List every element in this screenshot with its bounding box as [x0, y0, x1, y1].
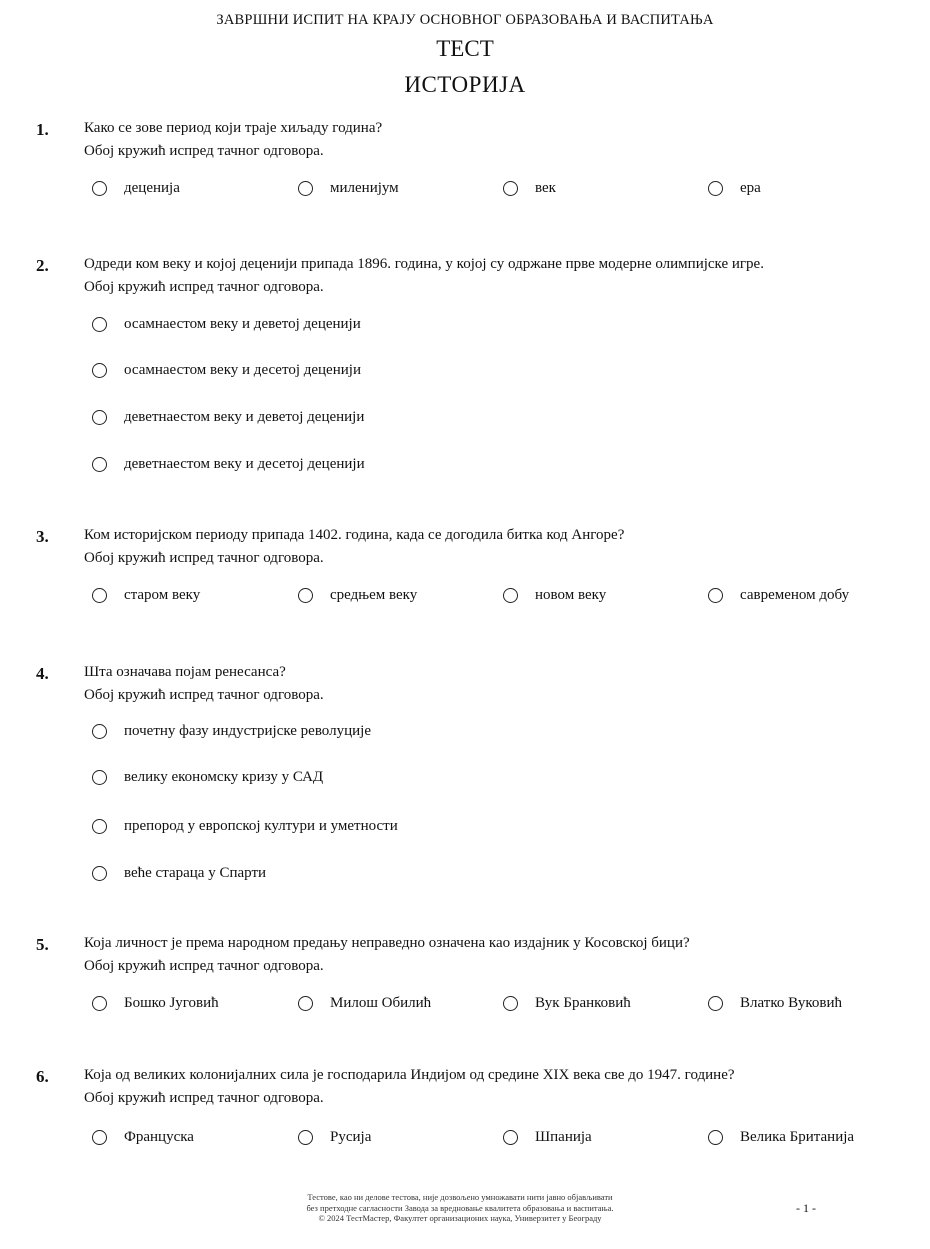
option-label: осамнаестом веку и деветој деценији	[124, 316, 361, 332]
radio-circle-icon[interactable]	[92, 770, 107, 785]
answer-option[interactable]	[503, 180, 556, 197]
option-label: веће стараца у Спарти	[124, 865, 267, 881]
copyright-line: без претходне сагласности Завода за вредновање квалитета образовања и васпитања.	[306, 1202, 614, 1213]
radio-circle-icon[interactable]	[708, 1130, 723, 1145]
question-text: Одреди ком веку и којој деценији припада 1896. година, у којој су одржане прве модерне олимпијске игре.	[84, 256, 764, 272]
answer-option[interactable]	[298, 180, 399, 197]
radio-circle-icon[interactable]	[92, 996, 107, 1011]
question-instruction: Обој кружић испред тачног одговора.	[84, 958, 324, 974]
question-number: 1.	[36, 120, 49, 139]
question-instruction: Обој кружић испред тачног одговора.	[84, 550, 324, 566]
option-label: деценија	[124, 180, 180, 196]
answer-option[interactable]	[503, 1129, 592, 1146]
option-label: Бошко Југовић	[124, 995, 219, 1011]
answer-option[interactable]	[92, 865, 266, 882]
copyright-line: Тестове, као ни делове тестова, није дозвољено умножавати нити јавно објављивати	[307, 1192, 613, 1202]
answer-option[interactable]	[92, 995, 219, 1012]
radio-circle-icon[interactable]	[92, 724, 107, 739]
option-label: деветнаестом веку и десетој деценији	[124, 456, 365, 472]
answer-option[interactable]	[298, 1129, 371, 1146]
question-text: Која од великих колонијалних сила је господарила Индијом од средине XIX века све до 1947. године?	[84, 1067, 735, 1083]
answer-option[interactable]	[92, 456, 365, 473]
question-text: Која личност је према народном предању неправедно означена као издајник у Косовској бици?	[84, 935, 690, 951]
option-label: Русија	[330, 1129, 372, 1145]
copyright-line: © 2024 ТестМастер, Факултет организационих наука, Универзитет у Београду	[318, 1213, 602, 1223]
answer-option[interactable]	[708, 1129, 854, 1146]
test-label: ТЕСТ	[436, 36, 494, 61]
radio-circle-icon[interactable]	[92, 363, 107, 378]
answer-option[interactable]	[298, 587, 417, 604]
option-label: Шпанија	[535, 1129, 592, 1145]
radio-circle-icon[interactable]	[92, 457, 107, 472]
radio-circle-icon[interactable]	[92, 1130, 107, 1145]
radio-circle-icon[interactable]	[92, 317, 107, 332]
option-label: Велика Британија	[740, 1129, 855, 1145]
radio-circle-icon[interactable]	[708, 996, 723, 1011]
answer-option[interactable]	[92, 769, 323, 786]
option-label: осамнаестом веку и десетој деценији	[124, 362, 361, 378]
radio-circle-icon[interactable]	[298, 181, 313, 196]
answer-option[interactable]	[92, 723, 371, 740]
option-label: деветнаестом веку и деветој деценији	[124, 409, 365, 425]
answer-option[interactable]	[503, 995, 631, 1012]
radio-circle-icon[interactable]	[92, 410, 107, 425]
option-label: ера	[740, 180, 761, 196]
question-number: 4.	[36, 664, 49, 683]
option-label: велику економску кризу у САД	[124, 769, 324, 785]
answer-option[interactable]	[298, 995, 431, 1012]
question-text: Шта означава појам ренесанса?	[84, 664, 286, 680]
option-label: век	[535, 180, 556, 196]
answer-option[interactable]	[92, 316, 361, 333]
option-label: миленијум	[330, 180, 399, 196]
radio-circle-icon[interactable]	[298, 996, 313, 1011]
radio-circle-icon[interactable]	[503, 1130, 518, 1145]
question-number: 2.	[36, 256, 49, 275]
answer-option[interactable]	[92, 409, 364, 426]
exam-title: ЗАВРШНИ ИСПИТ НА КРАЈУ ОСНОВНОГ ОБРАЗОВАЊА И ВАСПИТАЊА	[216, 12, 714, 28]
radio-circle-icon[interactable]	[92, 866, 107, 881]
radio-circle-icon[interactable]	[708, 181, 723, 196]
question-number: 6.	[36, 1067, 49, 1086]
radio-circle-icon[interactable]	[503, 588, 518, 603]
answer-option[interactable]	[92, 362, 361, 379]
option-label: средњем веку	[330, 587, 418, 603]
option-label: Француска	[124, 1129, 194, 1145]
option-label: Вук Бранковић	[535, 995, 631, 1011]
answer-option[interactable]	[503, 587, 606, 604]
answer-option[interactable]	[92, 818, 398, 835]
answer-option[interactable]	[708, 587, 849, 604]
option-label: савременом добу	[740, 587, 850, 603]
question-instruction: Обој кружић испред тачног одговора.	[84, 279, 324, 295]
radio-circle-icon[interactable]	[92, 588, 107, 603]
question-instruction: Обој кружић испред тачног одговора.	[84, 143, 324, 159]
radio-circle-icon[interactable]	[503, 181, 518, 196]
radio-circle-icon[interactable]	[298, 1130, 313, 1145]
option-label: Милош Обилић	[330, 995, 432, 1011]
subject-title: ИСТОРИЈА	[404, 72, 526, 97]
answer-option[interactable]	[92, 587, 200, 604]
question-text: Како се зове период који траје хиљаду година?	[84, 120, 383, 136]
radio-circle-icon[interactable]	[503, 996, 518, 1011]
question-instruction: Обој кружић испред тачног одговора.	[84, 1090, 324, 1106]
answer-option[interactable]	[708, 180, 761, 197]
question-number: 3.	[36, 527, 49, 546]
answer-option[interactable]	[92, 1129, 194, 1146]
question-instruction: Обој кружић испред тачног одговора.	[84, 687, 324, 703]
answer-option[interactable]	[708, 995, 842, 1012]
radio-circle-icon[interactable]	[92, 181, 107, 196]
radio-circle-icon[interactable]	[708, 588, 723, 603]
option-label: Влатко Вуковић	[740, 995, 843, 1011]
copyright-notice	[230, 1192, 690, 1224]
option-label: старом веку	[124, 587, 201, 603]
question-number: 5.	[36, 935, 49, 954]
radio-circle-icon[interactable]	[298, 588, 313, 603]
question-text: Ком историјском периоду припада 1402. година, када се догодила битка код Ангоре?	[84, 527, 625, 543]
page-number: - 1 -	[796, 1201, 816, 1215]
option-label: новом веку	[535, 587, 607, 603]
answer-option[interactable]	[92, 180, 180, 197]
option-label: препород у европској култури и уметности	[124, 818, 398, 834]
option-label: почетну фазу индустријске револуције	[124, 723, 371, 739]
radio-circle-icon[interactable]	[92, 819, 107, 834]
